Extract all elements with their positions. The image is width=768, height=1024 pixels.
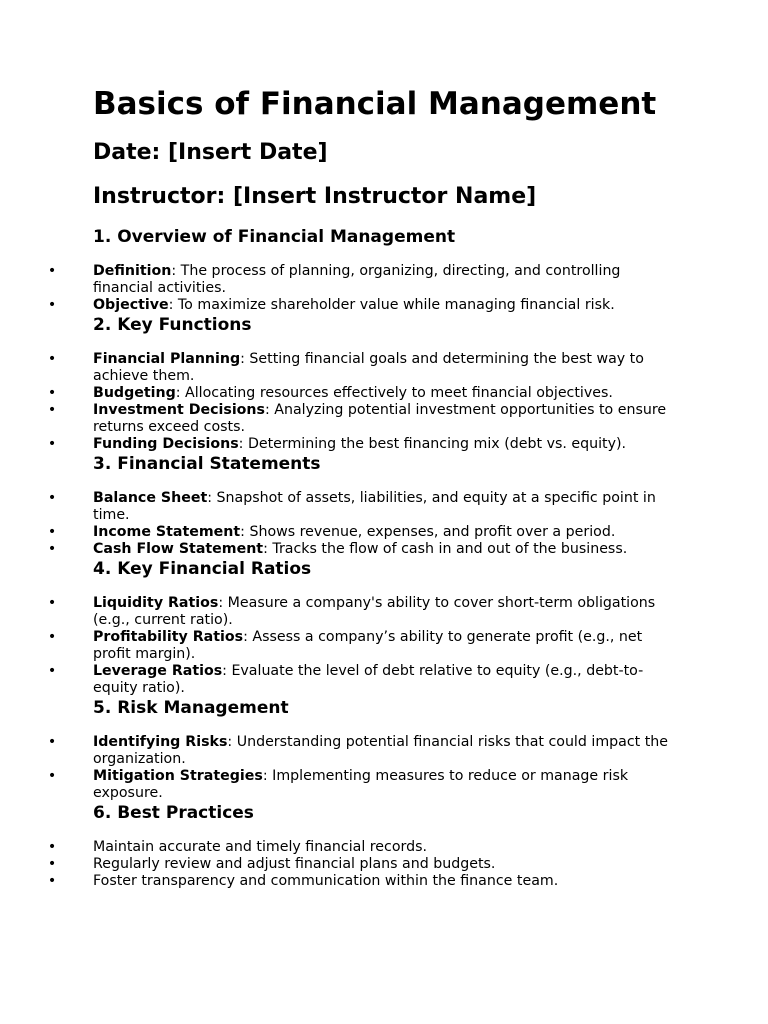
list-item (0, 385, 678, 402)
section (0, 697, 768, 802)
list-item (0, 297, 678, 314)
item-term: Liquidity Ratios (93, 595, 219, 611)
item-description: : Evaluate the level of debt relative to equity (e.g., debt-to-equity ratio). (93, 663, 644, 696)
section (0, 226, 768, 314)
item-description: : Allocating resources effectively to meet financial objectives. (175, 385, 613, 401)
bullet-icon: • (47, 856, 57, 872)
section-heading: 4. Key Financial Ratios (93, 559, 312, 579)
document-title: Basics of Financial Management (93, 86, 657, 122)
item-description: Regularly review and adjust financial plans and budgets. (93, 856, 496, 872)
item-term: Cash Flow Statement (93, 541, 264, 557)
section (0, 453, 768, 558)
list-item (0, 524, 678, 541)
date-line: Date: [Insert Date] (93, 140, 328, 165)
list-item (0, 351, 678, 385)
item-description: : To maximize shareholder value while managing financial risk. (168, 297, 615, 313)
list-item (0, 436, 678, 453)
item-term: Leverage Ratios (93, 663, 223, 679)
item-description: : Analyzing potential investment opportunities to ensure returns exceed costs. (93, 402, 667, 435)
bullet-icon: • (47, 541, 57, 557)
item-term: Identifying Risks (93, 734, 228, 750)
list-item (0, 856, 678, 873)
list-item (0, 595, 678, 629)
bullet-icon: • (47, 402, 57, 418)
list-item (0, 263, 678, 297)
section-heading: 3. Financial Statements (93, 454, 321, 474)
section (0, 802, 768, 890)
bullet-list (0, 734, 768, 802)
item-term: Financial Planning (93, 351, 241, 367)
item-description: : Assess a company’s ability to generate profit (e.g., net profit margin). (93, 629, 643, 662)
list-item (0, 663, 678, 697)
list-item (0, 402, 678, 436)
item-description: : Implementing measures to reduce or manage risk exposure. (93, 768, 629, 801)
item-term: Profitability Ratios (93, 629, 244, 645)
section-heading: 2. Key Functions (93, 315, 252, 335)
bullet-icon: • (47, 524, 57, 540)
item-description: : Tracks the flow of cash in and out of the business. (263, 541, 628, 557)
item-description: : The process of planning, organizing, directing, and controlling financial activities. (93, 263, 621, 296)
bullet-list (0, 839, 768, 890)
item-term: Income Statement (93, 524, 241, 540)
item-term: Budgeting (93, 385, 176, 401)
bullet-list (0, 490, 768, 558)
bullet-icon: • (47, 629, 57, 645)
instructor-line: Instructor: [Insert Instructor Name] (93, 184, 537, 209)
bullet-icon: • (47, 734, 57, 750)
bullet-icon: • (47, 436, 57, 452)
section-heading: 1. Overview of Financial Management (93, 227, 456, 247)
item-term: Balance Sheet (93, 490, 208, 506)
section-heading: 6. Best Practices (93, 803, 254, 823)
item-term: Investment Decisions (93, 402, 265, 418)
list-item (0, 768, 678, 802)
item-description: : Setting financial goals and determining the best way to achieve them. (93, 351, 644, 384)
list-item (0, 734, 678, 768)
section (0, 558, 768, 697)
bullet-list (0, 263, 768, 314)
item-description: : Shows revenue, expenses, and profit over a period. (240, 524, 616, 540)
bullet-icon: • (47, 297, 57, 313)
list-item (0, 541, 678, 558)
bullet-list (0, 351, 768, 453)
bullet-icon: • (47, 385, 57, 401)
section-heading: 5. Risk Management (93, 698, 289, 718)
list-item (0, 873, 678, 890)
item-description: : Determining the best financing mix (debt vs. equity). (238, 436, 627, 452)
bullet-icon: • (47, 595, 57, 611)
item-description: : Measure a company's ability to cover short-term obligations (e.g., current ratio). (93, 595, 656, 628)
list-item (0, 839, 678, 856)
bullet-list (0, 595, 768, 697)
bullet-icon: • (47, 263, 57, 279)
item-term: Objective (93, 297, 169, 313)
bullet-icon: • (47, 839, 57, 855)
item-description: : Understanding potential financial risks that could impact the organization. (93, 734, 669, 767)
bullet-icon: • (47, 663, 57, 679)
bullet-icon: • (47, 768, 57, 784)
item-description: Maintain accurate and timely financial records. (93, 839, 428, 855)
item-description: : Snapshot of assets, liabilities, and equity at a specific point in time. (93, 490, 656, 523)
bullet-icon: • (47, 351, 57, 367)
list-item (0, 629, 678, 663)
bullet-icon: • (47, 873, 57, 889)
document-body (0, 226, 768, 890)
bullet-icon: • (47, 490, 57, 506)
item-term: Funding Decisions (93, 436, 239, 452)
item-term: Mitigation Strategies (93, 768, 263, 784)
section (0, 314, 768, 453)
list-item (0, 490, 678, 524)
item-description: Foster transparency and communication within the finance team. (93, 873, 559, 889)
item-term: Definition (93, 263, 172, 279)
